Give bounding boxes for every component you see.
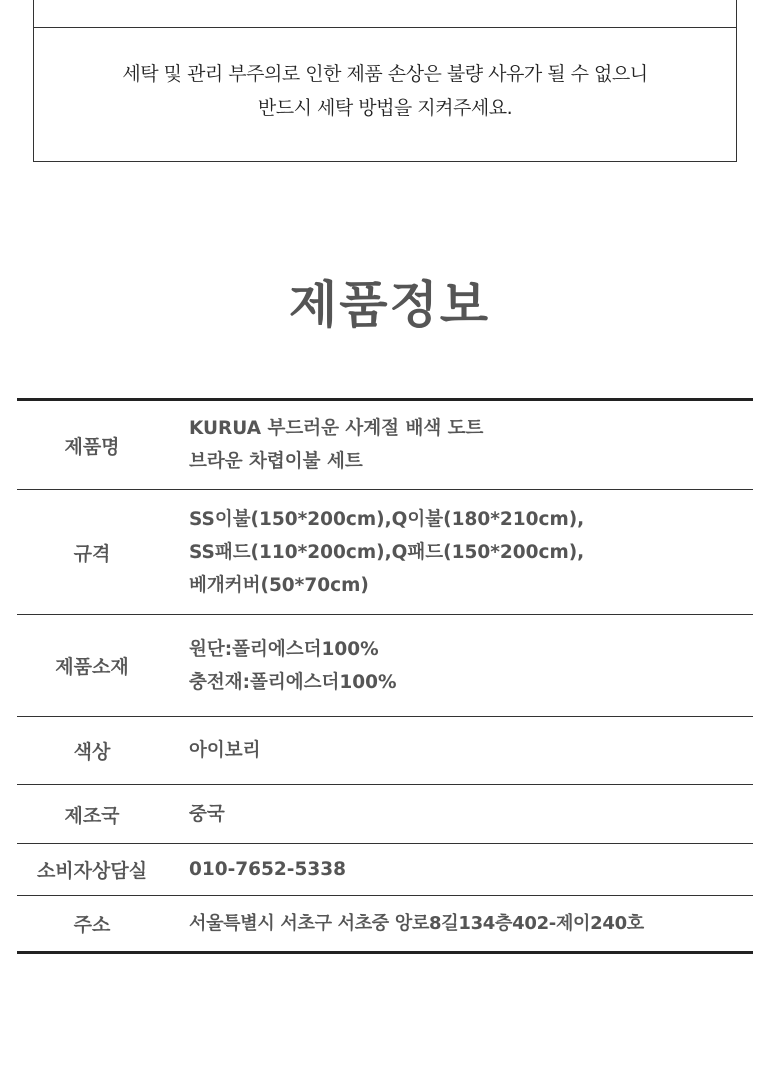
address-value: 서울특별시 서초구 서초중 앙로8길134층402-제이240호	[189, 913, 644, 934]
table-row-color	[17, 716, 753, 784]
customer-service-phone: 010-7652-5338	[189, 859, 346, 880]
address-label: 주소	[73, 914, 111, 936]
washing-notice-line-1: 세탁 및 관리 부주의로 인한 제품 손상은 불량 사유가 될 수 없으니	[122, 63, 648, 85]
customer-service-label: 소비자상담실	[36, 860, 148, 882]
spec-value	[167, 503, 753, 602]
product-name-line-2: 브라운 차렵이불 세트	[189, 451, 363, 472]
spec-line-3: 베개커버(50*70cm)	[189, 574, 369, 596]
table-row-spec	[17, 489, 753, 614]
spec-label: 규격	[73, 542, 111, 565]
table-row-origin	[17, 784, 753, 843]
notice-box	[33, 0, 737, 162]
spec-line-2: SS패드(110*200cm),Q패드(150*200cm),	[189, 541, 585, 563]
material-line-1: 원단:폴리에스더100%	[189, 638, 379, 660]
material-value	[167, 633, 753, 699]
table-row-address	[17, 895, 753, 951]
color-value: 아이보리	[189, 740, 261, 761]
washing-notice-line-2: 반드시 세탁 방법을 지켜주세요.	[257, 97, 513, 119]
material-label: 제품소재	[55, 656, 129, 678]
spec-line-1: SS이불(150*200cm),Q이불(180*210cm),	[189, 508, 585, 530]
product-info-title: 제품정보	[288, 276, 491, 334]
color-label: 색상	[73, 741, 111, 763]
product-name-line-1: KURUA 부드러운 사계절 배색 도트	[189, 418, 484, 439]
washing-notice	[34, 57, 736, 125]
product-name-label: 제품명	[64, 435, 120, 458]
origin-value: 중국	[189, 803, 225, 825]
material-line-2: 충전재:폴리에스더100%	[189, 671, 397, 693]
origin-label: 제조국	[64, 804, 120, 827]
table-row-product-name	[17, 401, 753, 489]
table-row-customer-service	[17, 843, 753, 895]
notice-divider	[34, 27, 736, 28]
table-row-material	[17, 614, 753, 716]
product-name-value	[167, 412, 753, 478]
product-info-table	[17, 398, 753, 954]
